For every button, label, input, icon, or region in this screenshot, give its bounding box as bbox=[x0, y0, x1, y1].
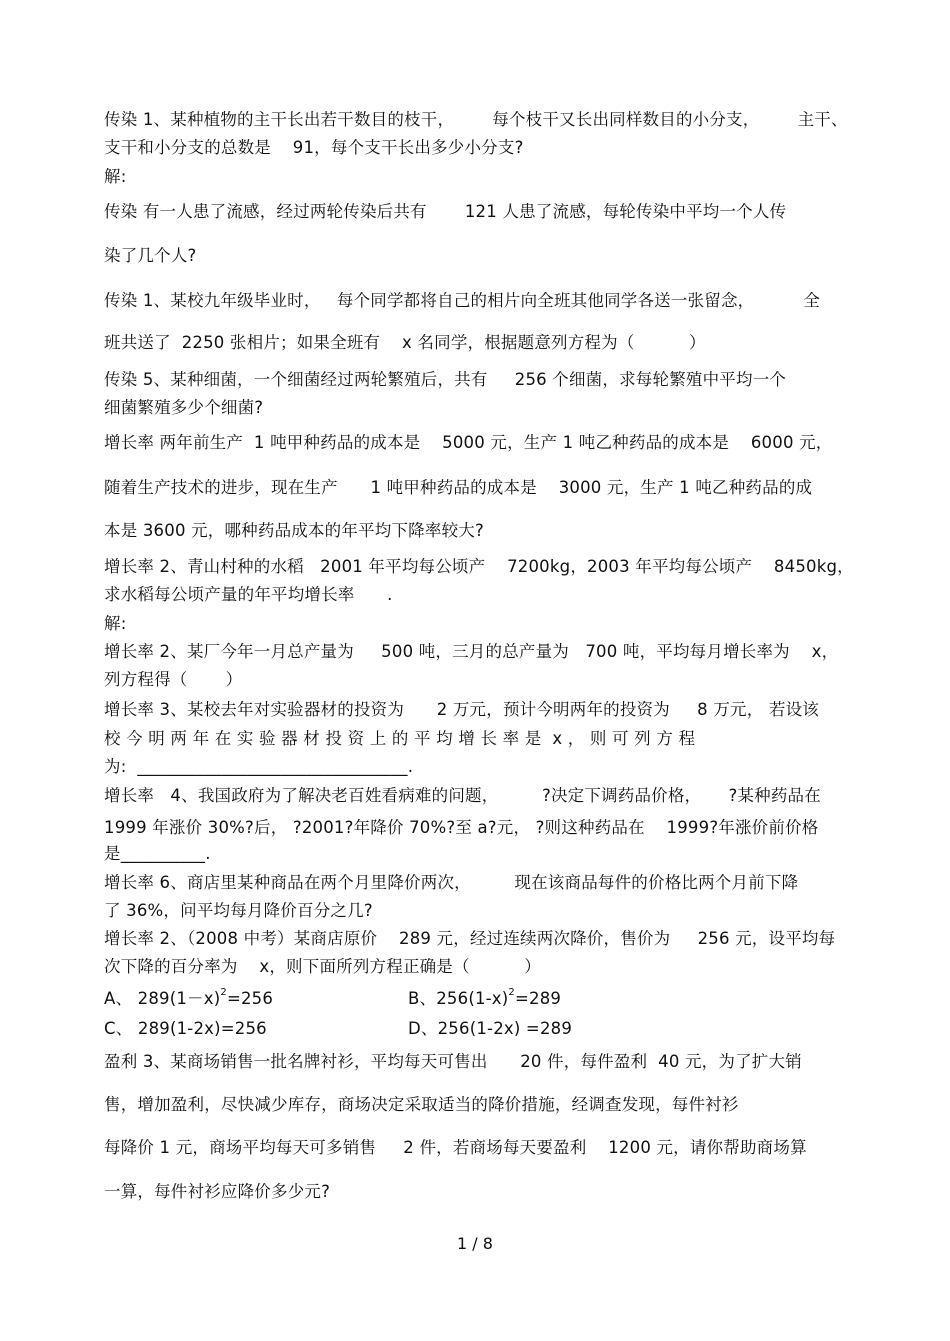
text-line: 次下降的百分率为 x，则下面所列方程正确是（ ） bbox=[104, 957, 541, 976]
text-line: 染了几个人? bbox=[104, 246, 197, 265]
text-line: 增长率 3、某校去年对实验器材的投资为 2 万元，预计今明两年的投资为 8 万元， 若设该 bbox=[104, 700, 819, 719]
text-line: 班共送了 2250 张相片；如果全班有 x 名同学，根据题意列方程为（ ） bbox=[104, 333, 706, 352]
text-line: 校 今 明 两 年 在 实 验 器 材 投 资 上 的 平 均 增 长 率 是 x ， 则 可 列 方 程 bbox=[104, 729, 696, 748]
text-line: 增长率 2、某厂今年一月总产量为 500 吨，三月的总产量为 700 吨，平均每月增长率为 x， bbox=[104, 642, 839, 661]
option-d: D、256(1-2x) =289 bbox=[408, 1019, 573, 1038]
text-line: 每降价 1 元，商场平均每天可多销售 2 件，若商场每天要盈利 1200 元，请你帮助商场算 bbox=[104, 1138, 807, 1157]
text-line: 传染 1、某校九年级毕业时， 每个同学都将自己的相片向全班其他同学各送一张留念， 全 bbox=[104, 291, 821, 310]
text-line: 为: ________________________________. bbox=[104, 757, 414, 776]
text-line: 增长率 两年前生产 1 吨甲种药品的成本是 5000 元，生产 1 吨乙种药品的成本是 6000 元， bbox=[104, 433, 833, 452]
text-line: 本是 3600 元，哪种药品成本的年平均下降率较大? bbox=[104, 521, 484, 540]
text-line: 一算，每件衬衫应降价多少元? bbox=[104, 1182, 331, 1201]
text-line: 了 36%，问平均每月降价百分之几? bbox=[104, 901, 373, 920]
text-line: 增长率 6、商店里某种商品在两个月里降价两次， 现在该商品每件的价格比两个月前下降 bbox=[104, 873, 799, 892]
text-line: 支干和小分支的总数是 91，每个支干长出多少小分支? bbox=[104, 138, 524, 157]
text-line: 求水稻每公顷产量的年平均增长率 . bbox=[104, 585, 393, 604]
text-line: 传染 1、某种植物的主干长出若干数目的枝干， 每个枝干又长出同样数目的小分支， 主干、 bbox=[104, 110, 848, 129]
text-line: 是__________. bbox=[104, 844, 211, 863]
text-line: 售，增加盈利，尽快减少库存，商场决定采取适当的降价措施，经调查发现，每件衬衫 bbox=[104, 1095, 739, 1114]
text-line: 传染 有一人患了流感，经过两轮传染后共有 121 人患了流感，每轮传染中平均一个人传 bbox=[104, 202, 787, 221]
option-c: C、 289(1-2x)=256 bbox=[104, 1019, 267, 1038]
text-line: 解: bbox=[104, 167, 127, 186]
page-number: 1 / 8 bbox=[457, 1234, 493, 1253]
text-line: 增长率 4、我国政府为了解决老百姓看病难的问题， ?决定下调药品价格， ?某种药品在 bbox=[104, 786, 821, 805]
text-line: 解: bbox=[104, 614, 127, 633]
text-line: 增长率 2、（2008 中考）某商店原价 289 元，经过连续两次降价，售价为 256 元，设平均每 bbox=[104, 929, 836, 948]
text-line: 盈利 3、某商场销售一批名牌衬衫，平均每天可售出 20 件，每件盈利 40 元，为了扩大销 bbox=[104, 1052, 802, 1071]
text-line: 传染 5、某种细菌，一个细菌经过两轮繁殖后，共有 256 个细菌，求每轮繁殖中平均一个 bbox=[104, 370, 787, 389]
text-line: 1999 年涨价 30%?后， ?2001?年降价 70%?至 a?元， ?则这种药品在 1999?年涨价前价格 bbox=[104, 818, 819, 837]
option-b: B、$256(1-x)^2=289$ bbox=[408, 987, 562, 1008]
text-line: 细菌繁殖多少个细菌? bbox=[104, 398, 264, 417]
text-line: 列方程得（ ） bbox=[104, 670, 243, 689]
option-a: A、 $289(1-x)^2=256$ bbox=[104, 987, 274, 1008]
text-line: 随着生产技术的进步，现在生产 1 吨甲种药品的成本是 3000 元，生产 1 吨乙种药品的成 bbox=[104, 478, 813, 497]
text-line: 增长率 2、青山村种的水稻 2001 年平均每公顷产 7200kg，2003 年平均每公顷产 8450kg， bbox=[104, 557, 854, 576]
